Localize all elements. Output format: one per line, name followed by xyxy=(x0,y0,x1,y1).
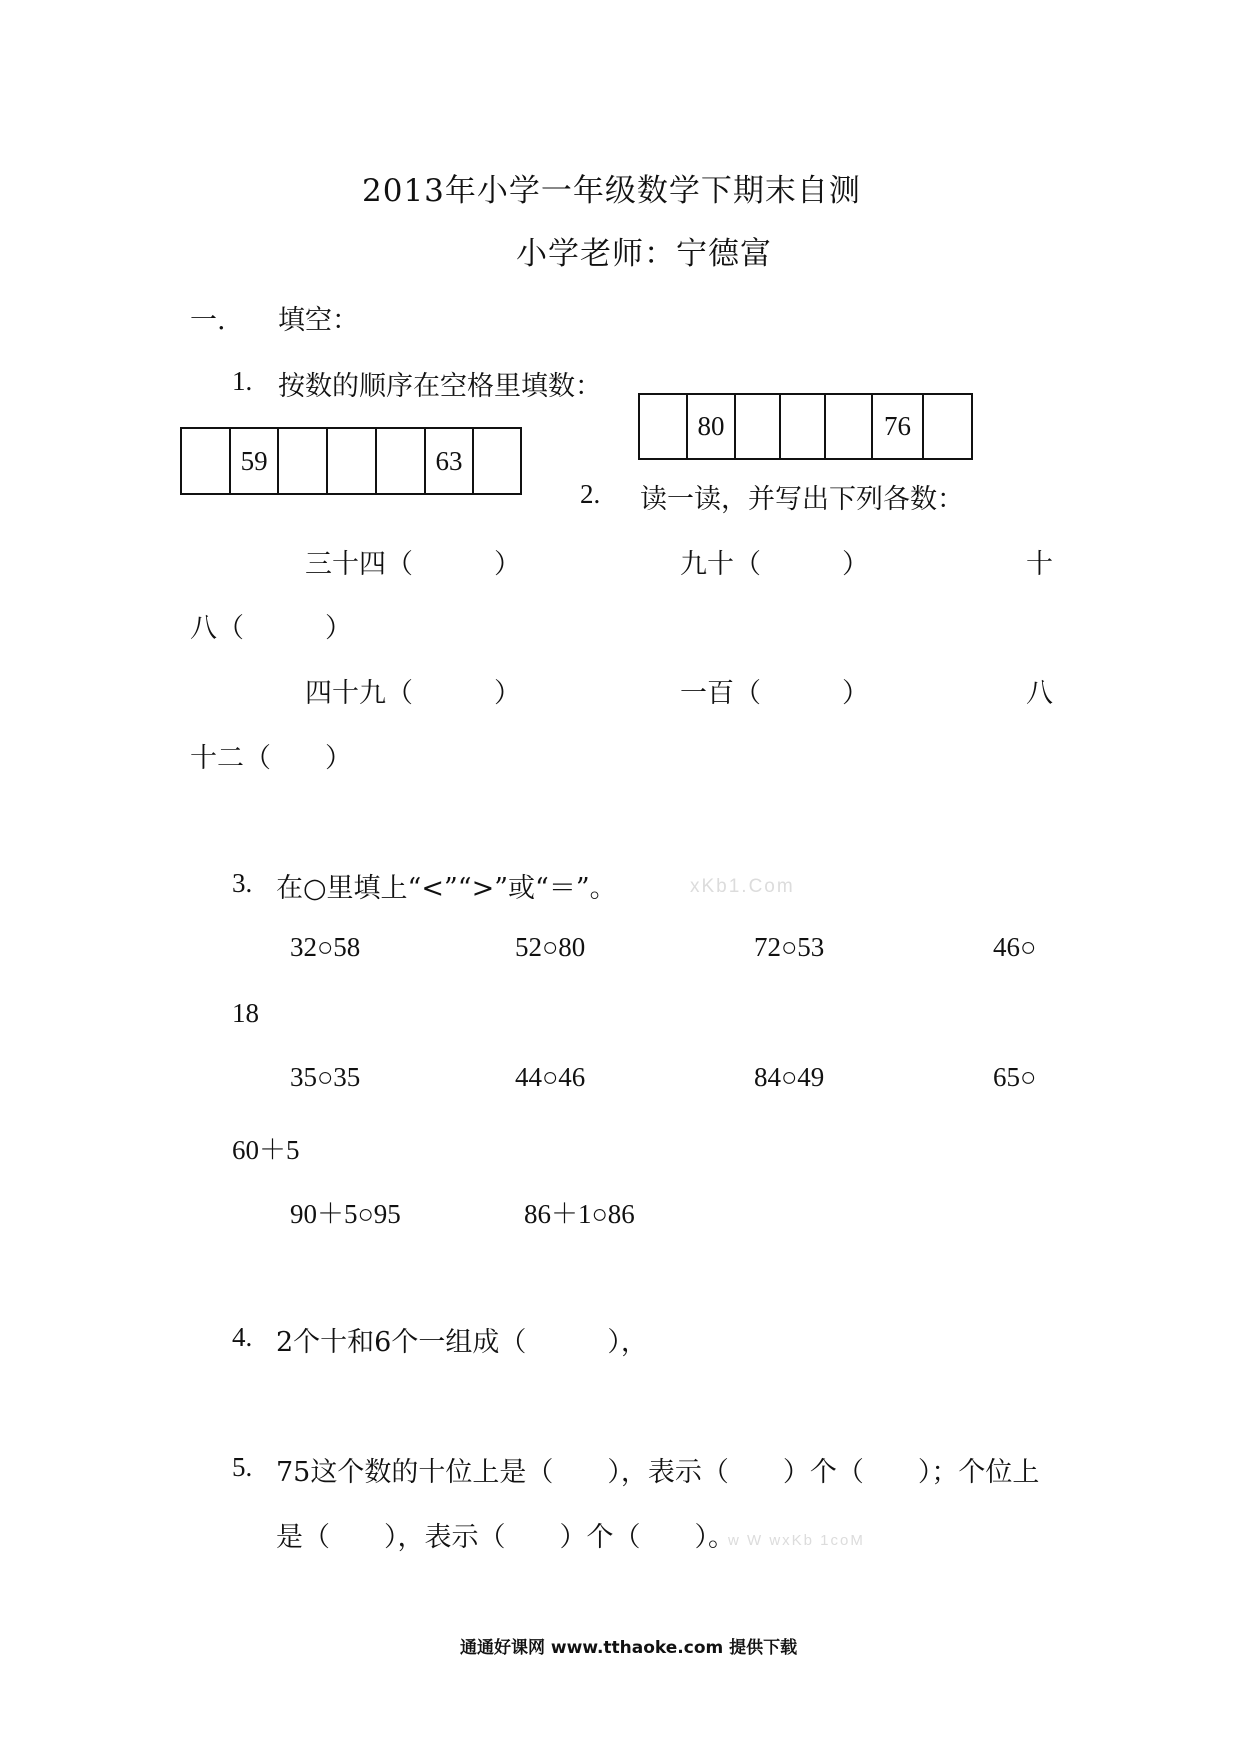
author-line: 小学老师：宁德富 xyxy=(516,236,772,272)
q2-item: 八 xyxy=(1026,678,1053,709)
sequence-row-left xyxy=(180,427,522,495)
sequence-cell[interactable] xyxy=(640,395,688,458)
q3-item: 52○80 xyxy=(515,932,586,962)
q2-item: 九十（ ） xyxy=(680,549,869,580)
sequence-row-right xyxy=(638,393,973,460)
sequence-cell[interactable] xyxy=(781,395,826,458)
sequence-cell[interactable] xyxy=(826,395,873,458)
sequence-cell[interactable] xyxy=(279,429,328,493)
q3-item: 84○49 xyxy=(754,1062,825,1092)
q3-item: 44○46 xyxy=(515,1062,586,1092)
q4-number: 4. xyxy=(232,1322,253,1352)
footer-text: 通通好课网 www.tthaoke.com 提供下载 xyxy=(460,1638,798,1658)
q2-text: 读一读，并写出下列各数： xyxy=(640,484,964,515)
sequence-cell: 63 xyxy=(426,429,475,493)
q5-number: 5. xyxy=(232,1452,253,1482)
q3-item: 60＋5 xyxy=(232,1135,300,1165)
watermark-text: w W wxKb 1coM xyxy=(728,1532,865,1549)
sequence-cell[interactable] xyxy=(474,429,520,493)
sequence-cell: 59 xyxy=(231,429,280,493)
q5-line-2: 是（ ），表示（ ）个（ ）。 xyxy=(276,1522,735,1553)
q1-text: 按数的顺序在空格里填数： xyxy=(278,371,602,402)
q4-text: 2个十和6个一组成（ ）， xyxy=(276,1327,648,1358)
q2-item: 一百（ ） xyxy=(680,678,869,709)
q2-number: 2. xyxy=(580,479,601,509)
q3-item: 32○58 xyxy=(290,932,361,962)
q3-item: 65○ xyxy=(993,1062,1037,1092)
q2-item: 八（ ） xyxy=(190,613,352,644)
sequence-cell[interactable] xyxy=(736,395,781,458)
sequence-cell[interactable] xyxy=(377,429,426,493)
page-title: 2013年小学一年级数学下期末自测 xyxy=(362,173,861,209)
q1-number: 1. xyxy=(232,366,253,396)
q2-item: 十 xyxy=(1026,549,1053,580)
q3-text: 在○里填上“<”“>”或“＝”。 xyxy=(276,873,617,904)
q2-item: 十二（ ） xyxy=(190,743,352,774)
sequence-cell[interactable] xyxy=(182,429,231,493)
q5-line-1: 75这个数的十位上是（ ），表示（ ）个（ ）；个位上 xyxy=(276,1457,1040,1488)
q2-item: 三十四（ ） xyxy=(305,549,521,580)
section-label: 填空： xyxy=(278,305,359,336)
sequence-cell[interactable] xyxy=(328,429,377,493)
section-marker: 一. xyxy=(190,305,226,336)
sequence-cell: 80 xyxy=(688,395,736,458)
q3-item: 18 xyxy=(232,998,259,1028)
q3-item: 90＋5○95 xyxy=(290,1199,401,1229)
sequence-cell: 76 xyxy=(873,395,924,458)
q3-item: 86＋1○86 xyxy=(524,1199,635,1229)
q2-item: 四十九（ ） xyxy=(305,678,521,709)
q3-item: 35○35 xyxy=(290,1062,361,1092)
q3-item: 72○53 xyxy=(754,932,825,962)
sequence-cell[interactable] xyxy=(924,395,971,458)
q3-number: 3. xyxy=(232,868,253,898)
watermark-text: xKb1.Com xyxy=(690,876,795,897)
q3-item: 46○ xyxy=(993,932,1037,962)
